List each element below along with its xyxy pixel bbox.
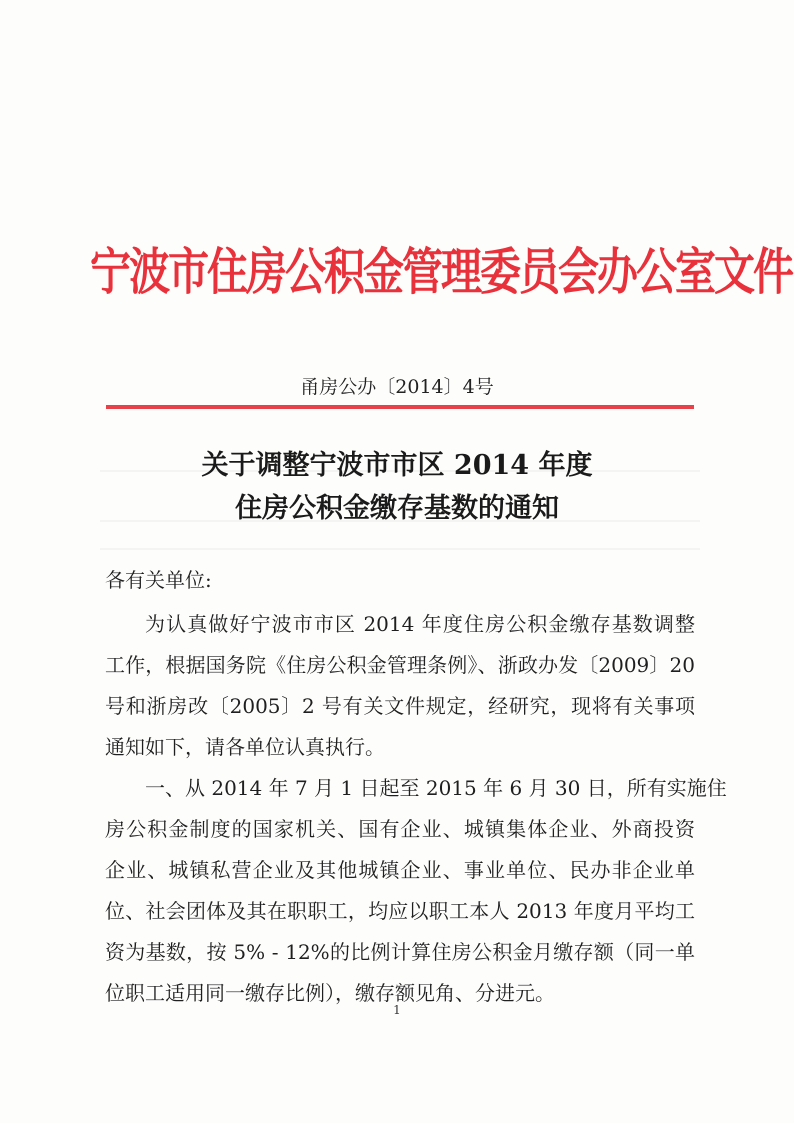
issuer-title: 宁波市住房公积金管理委员会办公室文件 [90,242,792,302]
salutation: 各有关单位: [105,568,212,592]
bleed-through-mark [100,548,700,550]
body-line: 资为基数，按 5% - 12%的比例计算住房公积金月缴存额（同一单 [105,940,695,964]
body-line: 一、从 2014 年 7 月 1 日起至 2015 年 6 月 30 日，所有实施住 [145,776,727,800]
body-line: 房公积金制度的国家机关、国有企业、城镇集体企业、外商投资 [105,817,695,841]
red-divider-line [106,405,694,409]
notice-title-line-1: 关于调整宁波市市区 2014 年度 [201,450,593,481]
notice-title-line-2: 住房公积金缴存基数的通知 [235,493,559,524]
body-line: 通知如下，请各单位认真执行。 [105,735,385,759]
body-line: 工作，根据国务院《住房公积金管理条例》、浙政办发〔2009〕20 [105,653,695,677]
body-line: 位、社会团体及其在职职工，均应以职工本人 2013 年度月平均工 [105,899,695,923]
document-number: 甬房公办〔2014〕4号 [300,376,494,398]
body-line: 位职工适用同一缴存比例），缴存额见角、分进元。 [105,981,555,1005]
body-line: 企业、城镇私营企业及其他城镇企业、事业单位、民办非企业单 [105,858,695,882]
body-line: 号和浙房改〔2005〕2 号有关文件规定，经研究，现将有关事项 [105,694,695,718]
page-number: 1 [393,1003,401,1017]
body-line: 为认真做好宁波市市区 2014 年度住房公积金缴存基数调整 [145,612,695,636]
